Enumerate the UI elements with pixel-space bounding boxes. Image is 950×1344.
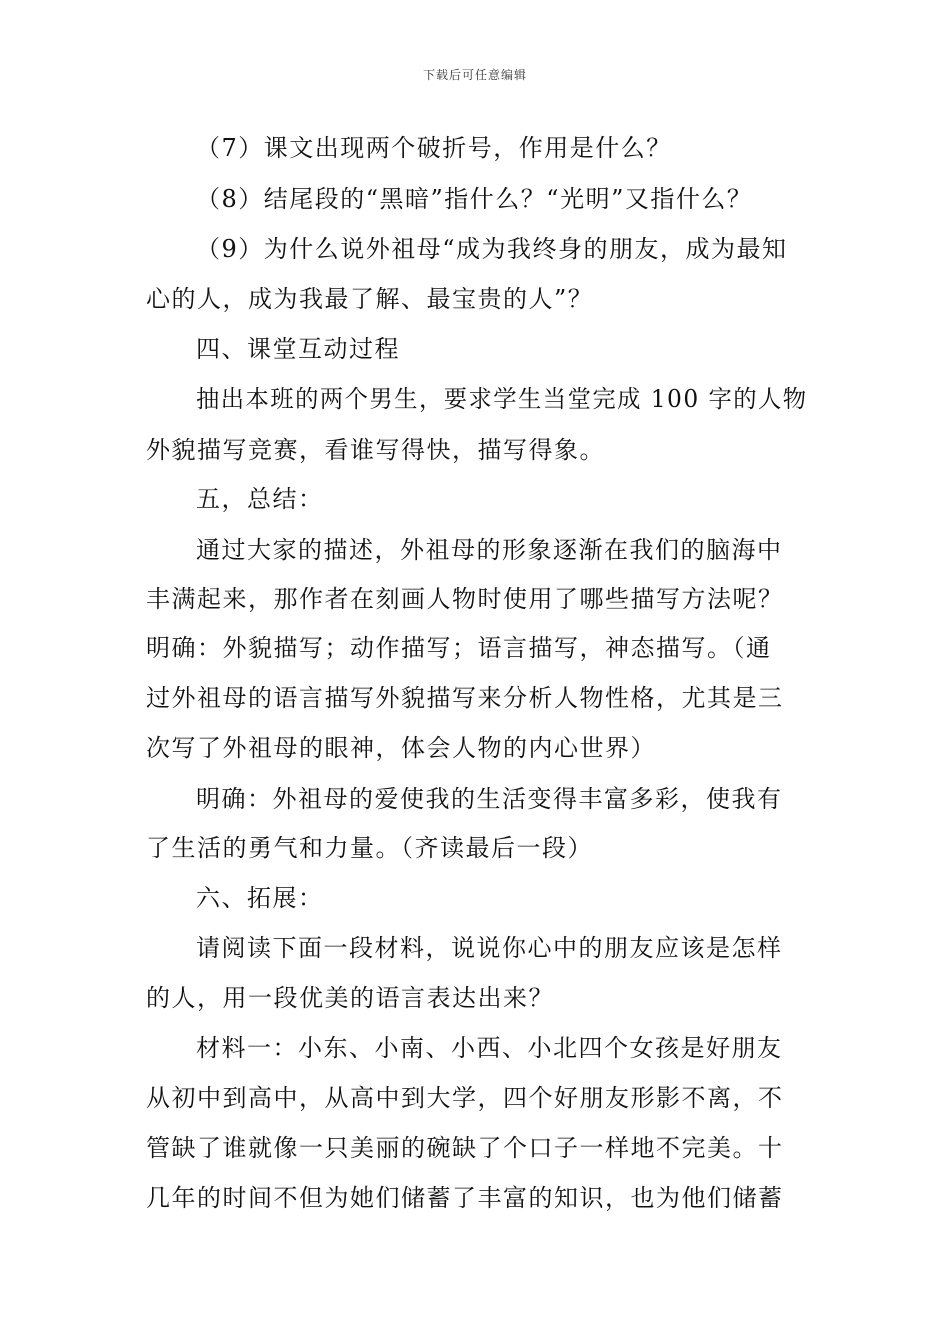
section-4-heading: 四、课堂互动过程 — [196, 335, 400, 363]
page-header: 下载后可任意编辑 — [422, 68, 527, 82]
paragraph-line: 管缺了谁就像一只美丽的碗缺了个口子一样地不完美。十 — [146, 1134, 784, 1162]
paragraph-line: 明确：外貌描写；动作描写；语言描写，神态描写。（通 — [146, 634, 772, 662]
paragraph-line: 了生活的勇气和力量。（齐读最后一段） — [146, 834, 593, 862]
paragraph-line: 丰满起来，那作者在刻画人物时使用了哪些描写方法呢？ — [146, 585, 784, 613]
question-8: （8）结尾段的“黑暗”指什么？“光明”又指什么？ — [196, 185, 753, 213]
section-5-heading: 五，总结： — [196, 485, 324, 513]
paragraph-line: 过外祖母的语言描写外貌描写来分析人物性格，尤其是三 — [146, 684, 784, 712]
paragraph-line: 从初中到高中，从高中到大学，四个好朋友形影不离，不 — [146, 1084, 784, 1112]
paragraph-line: 材料一：小东、小南、小西、小北四个女孩是好朋友 — [196, 1034, 783, 1062]
paragraph-line: 的人，用一段优美的语言表达出来？ — [146, 984, 554, 1012]
question-9-cont: 心的人，成为我最了解、最宝贵的人”？ — [146, 285, 594, 313]
paragraph-line: 请阅读下面一段材料，说说你心中的朋友应该是怎样 — [196, 934, 783, 962]
paragraph-line: 几年的时间不但为她们储蓄了丰富的知识，也为他们储蓄 — [146, 1184, 784, 1212]
paragraph-line: 通过大家的描述，外祖母的形象逐渐在我们的脑海中 — [196, 536, 783, 564]
section-6-heading: 六、拓展： — [196, 884, 324, 912]
paragraph-line: 抽出本班的两个男生，要求学生当堂完成 100 字的人物 — [196, 385, 808, 413]
paragraph-line: 明确：外祖母的爱使我的生活变得丰富多彩，使我有 — [196, 785, 783, 813]
paragraph-line: 外貌描写竞赛，看谁写得快，描写得象。 — [146, 436, 605, 464]
question-7: （7）课文出现两个破折号，作用是什么？ — [196, 134, 672, 162]
paragraph-line: 次写了外祖母的眼神，体会人物的内心世界） — [146, 734, 656, 762]
question-9: （9）为什么说外祖母“成为我终身的朋友，成为最知 — [196, 235, 788, 263]
